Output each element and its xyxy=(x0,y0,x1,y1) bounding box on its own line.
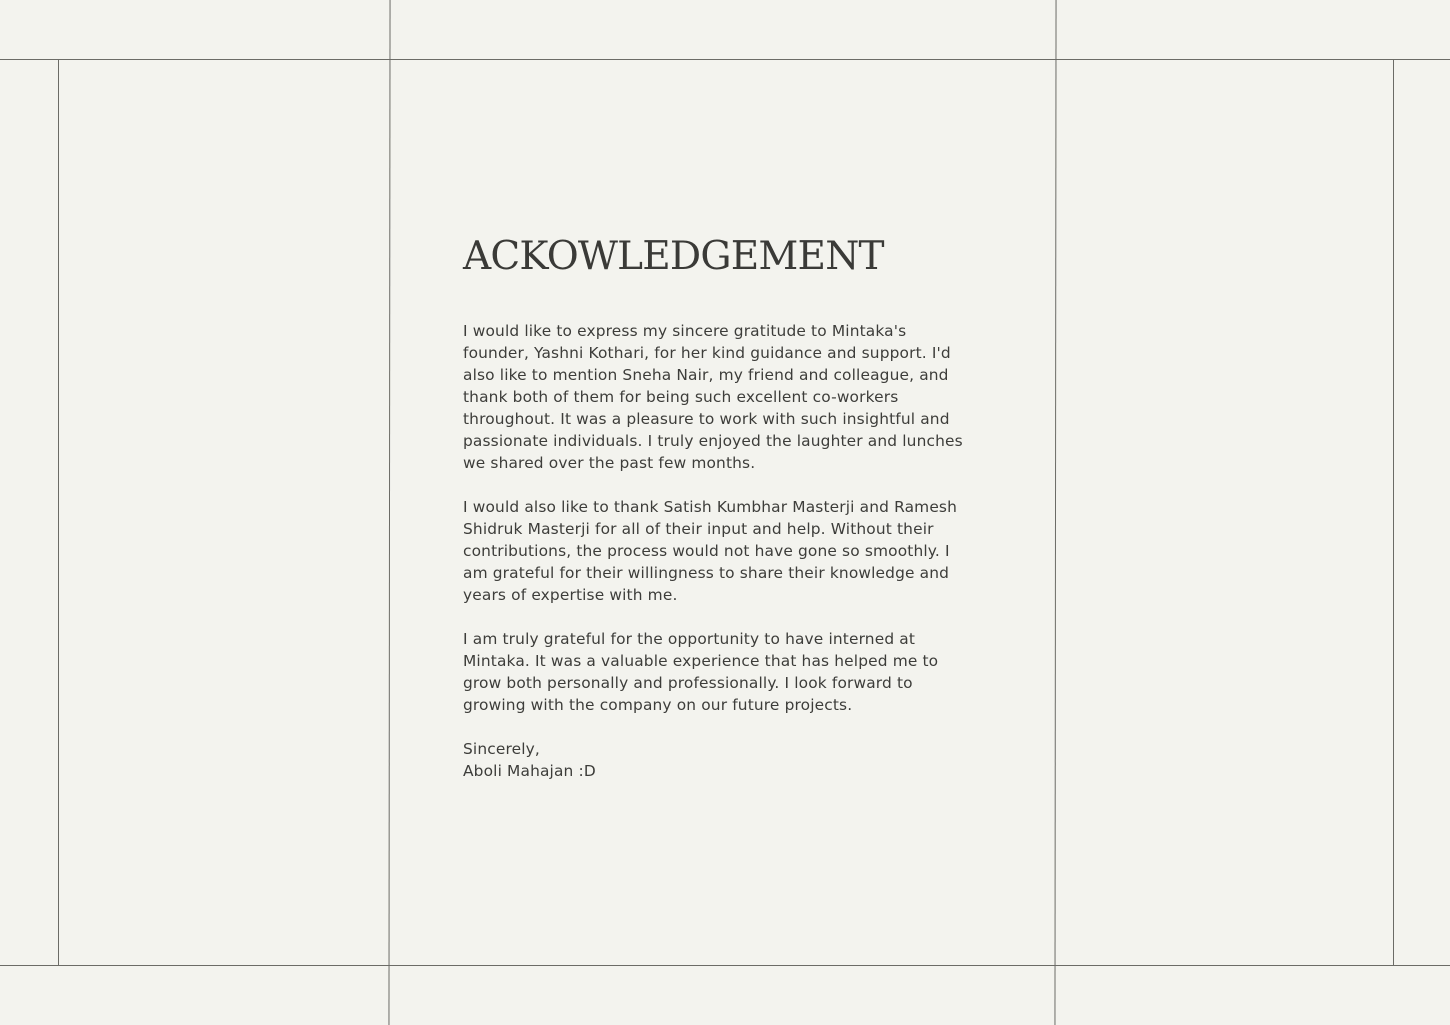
inner-right-rule xyxy=(1054,0,1056,1025)
signature-name: Aboli Mahajan :D xyxy=(463,762,596,780)
bottom-rule xyxy=(0,965,1450,966)
closing-text: Sincerely, xyxy=(463,740,540,758)
paragraph-mentors: I would also like to thank Satish Kumbhar Masterji and Ramesh Shidruk Masterji for all of their input and help. Without their contributions, the process would not have gone so smoothly. I am grateful for their willingness to share their knowledge and years of expertise with me. xyxy=(463,498,958,604)
acknowledgement-section xyxy=(463,226,1003,782)
paragraph-internship: I am truly grateful for the opportunity to have interned at Mintaka. It was a valuable experience that has helped me to grow both personally and professionally. I look forward to growing with the company on our future projects. xyxy=(463,630,939,714)
page-title: ACKOWLEDGEMENT xyxy=(463,234,884,279)
top-rule xyxy=(0,59,1450,60)
paragraph-gratitude: I would like to express my sincere gratitude to Mintaka's founder, Yashni Kothari, for her kind guidance and support. I'd also like to mention Sneha Nair, my friend and colleague, and thank both of them for being such excellent co-workers throughout. It was a pleasure to work with such insightful and passionate individuals. I truly enjoyed the laughter and lunches we shared over the past few months. xyxy=(463,322,963,472)
inner-left-rule xyxy=(388,0,390,1025)
signoff xyxy=(463,738,1003,782)
outer-left-rule xyxy=(58,59,59,966)
outer-right-rule xyxy=(1393,59,1394,966)
